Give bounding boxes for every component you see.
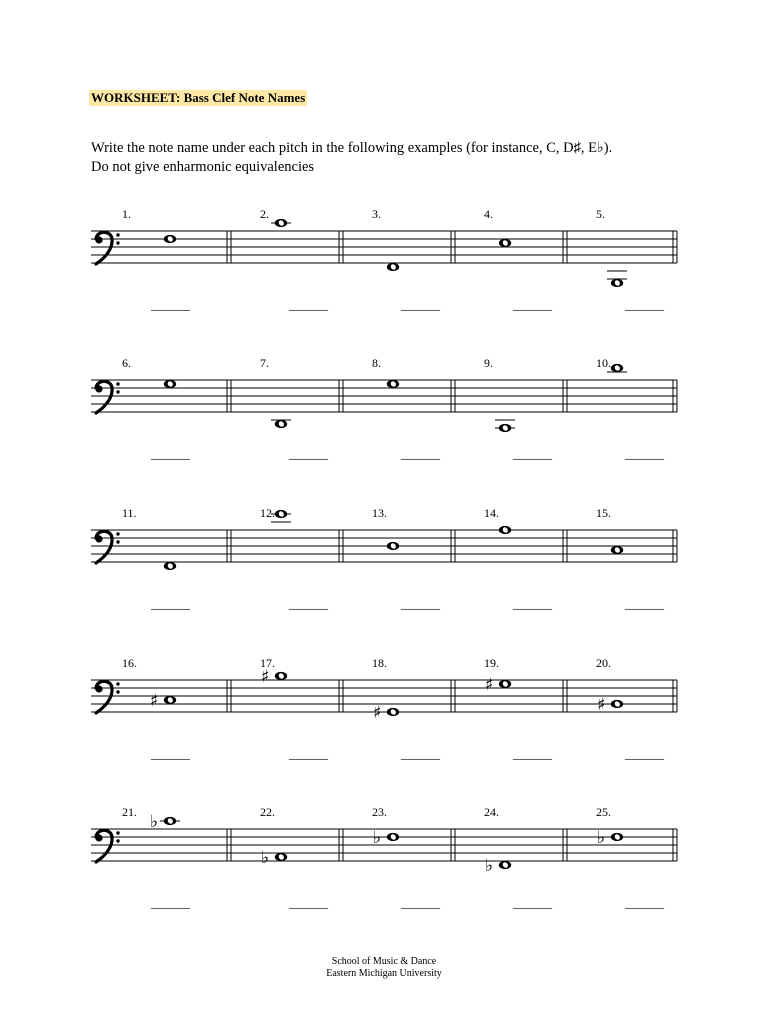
- exercise-number: 11.: [122, 506, 137, 520]
- exercise-number: 21.: [122, 805, 137, 819]
- exercise-number: 18.: [372, 656, 387, 670]
- exercise-number: 2.: [260, 207, 269, 221]
- flat-icon: ♭: [485, 856, 494, 876]
- bass-clef-icon: [95, 830, 119, 862]
- bass-clef-dot-lower: [116, 540, 119, 543]
- answer-blank: ______: [151, 895, 190, 910]
- answer-blank: ______: [401, 596, 440, 611]
- answer-blank: ______: [289, 746, 328, 761]
- exercise-number: 23.: [372, 805, 387, 819]
- instruction-line-2: Do not give enharmonic equivalencies: [91, 159, 315, 175]
- exercise-number: 15.: [596, 506, 611, 520]
- answer-blank: ______: [151, 746, 190, 761]
- staff-row-5: [91, 805, 677, 910]
- exercise-number: 19.: [484, 656, 499, 670]
- exercise-number: 22.: [260, 805, 275, 819]
- staff-row-4: [91, 656, 677, 761]
- exercise-number: 10.: [596, 356, 611, 370]
- flat-icon: ♭: [597, 828, 606, 848]
- answer-blank: ______: [625, 446, 664, 461]
- sharp-icon: ♯: [261, 667, 270, 687]
- answer-blank: ______: [401, 446, 440, 461]
- answer-blank: ______: [289, 446, 328, 461]
- answer-blank: ______: [401, 895, 440, 910]
- bass-clef-icon: [95, 232, 119, 264]
- answer-blank: ______: [513, 895, 552, 910]
- exercise-number: 14.: [484, 506, 499, 520]
- whole-note: [275, 420, 287, 428]
- exercise-number: 5.: [596, 207, 605, 221]
- instruction-line-1: Write the note name under each pitch in the following examples (for instance, C, D♯, E♭).: [91, 140, 613, 156]
- staff-row-3: [91, 506, 677, 611]
- whole-note: [499, 680, 511, 688]
- whole-note: [387, 380, 399, 388]
- bass-clef-dot-upper: [116, 382, 119, 385]
- whole-note: [164, 817, 176, 825]
- answer-blank: ______: [513, 596, 552, 611]
- whole-note: [499, 526, 511, 534]
- whole-note: [499, 424, 511, 432]
- bass-clef-dot-upper: [116, 831, 119, 834]
- footer: [0, 956, 768, 980]
- whole-note: [275, 672, 287, 680]
- sharp-icon: ♯: [485, 675, 494, 695]
- exercise-number: 7.: [260, 356, 269, 370]
- flat-icon: ♭: [261, 848, 270, 868]
- answer-blank: ______: [625, 895, 664, 910]
- exercise-number: 12.: [260, 506, 275, 520]
- whole-note: [387, 708, 399, 716]
- bass-clef-dot-lower: [116, 241, 119, 244]
- answer-blank: ______: [625, 297, 664, 312]
- sharp-icon: ♯: [373, 703, 382, 723]
- exercise-number: 25.: [596, 805, 611, 819]
- whole-note: [499, 861, 511, 869]
- answer-blank: ______: [625, 596, 664, 611]
- answer-blank: ______: [151, 297, 190, 312]
- whole-note: [164, 380, 176, 388]
- bass-clef-dot-lower: [116, 690, 119, 693]
- staff-row-2: [91, 356, 677, 461]
- whole-note: [611, 364, 623, 372]
- whole-note: [611, 700, 623, 708]
- bass-clef-dot-upper: [116, 532, 119, 535]
- bass-clef-icon: [95, 681, 119, 713]
- whole-note: [611, 546, 623, 554]
- bass-clef-icon: [95, 381, 119, 413]
- footer-university: Eastern Michigan University: [326, 968, 442, 979]
- bass-clef-dot-upper: [116, 233, 119, 236]
- whole-note: [164, 562, 176, 570]
- whole-note: [387, 542, 399, 550]
- bass-clef-icon: [95, 531, 119, 563]
- exercise-number: 8.: [372, 356, 381, 370]
- exercise-number: 4.: [484, 207, 493, 221]
- exercise-number: 6.: [122, 356, 131, 370]
- answer-blank: ______: [401, 297, 440, 312]
- exercise-number: 3.: [372, 207, 381, 221]
- bass-clef-dot-lower: [116, 839, 119, 842]
- whole-note: [611, 279, 623, 287]
- exercise-number: 1.: [122, 207, 131, 221]
- answer-blank: ______: [625, 746, 664, 761]
- answer-blank: ______: [513, 746, 552, 761]
- answer-blank: ______: [289, 895, 328, 910]
- footer-school: School of Music & Dance: [331, 956, 437, 967]
- worksheet-title: WORKSHEET: Bass Clef Note Names: [91, 90, 306, 105]
- exercise-number: 13.: [372, 506, 387, 520]
- exercise-number: 16.: [122, 656, 137, 670]
- answer-blank: ______: [513, 446, 552, 461]
- answer-blank: ______: [513, 297, 552, 312]
- exercise-number: 20.: [596, 656, 611, 670]
- answer-blank: ______: [151, 596, 190, 611]
- exercise-number: 17.: [260, 656, 275, 670]
- bass-clef-dot-lower: [116, 390, 119, 393]
- flat-icon: ♭: [150, 812, 159, 832]
- answer-blank: ______: [289, 297, 328, 312]
- answer-blank: ______: [151, 446, 190, 461]
- whole-note: [275, 219, 287, 227]
- flat-icon: ♭: [373, 828, 382, 848]
- whole-note: [499, 239, 511, 247]
- sharp-icon: ♯: [597, 695, 606, 715]
- whole-note: [164, 696, 176, 704]
- answer-blank: ______: [401, 746, 440, 761]
- whole-note: [387, 833, 399, 841]
- whole-note: [164, 235, 176, 243]
- answer-blank: ______: [289, 596, 328, 611]
- whole-note: [387, 263, 399, 271]
- sharp-icon: ♯: [150, 691, 159, 711]
- whole-note: [275, 510, 287, 518]
- exercise-number: 9.: [484, 356, 493, 370]
- staff-row-1: [91, 207, 677, 312]
- exercise-number: 24.: [484, 805, 499, 819]
- whole-note: [611, 833, 623, 841]
- bass-clef-dot-upper: [116, 682, 119, 685]
- whole-note: [275, 853, 287, 861]
